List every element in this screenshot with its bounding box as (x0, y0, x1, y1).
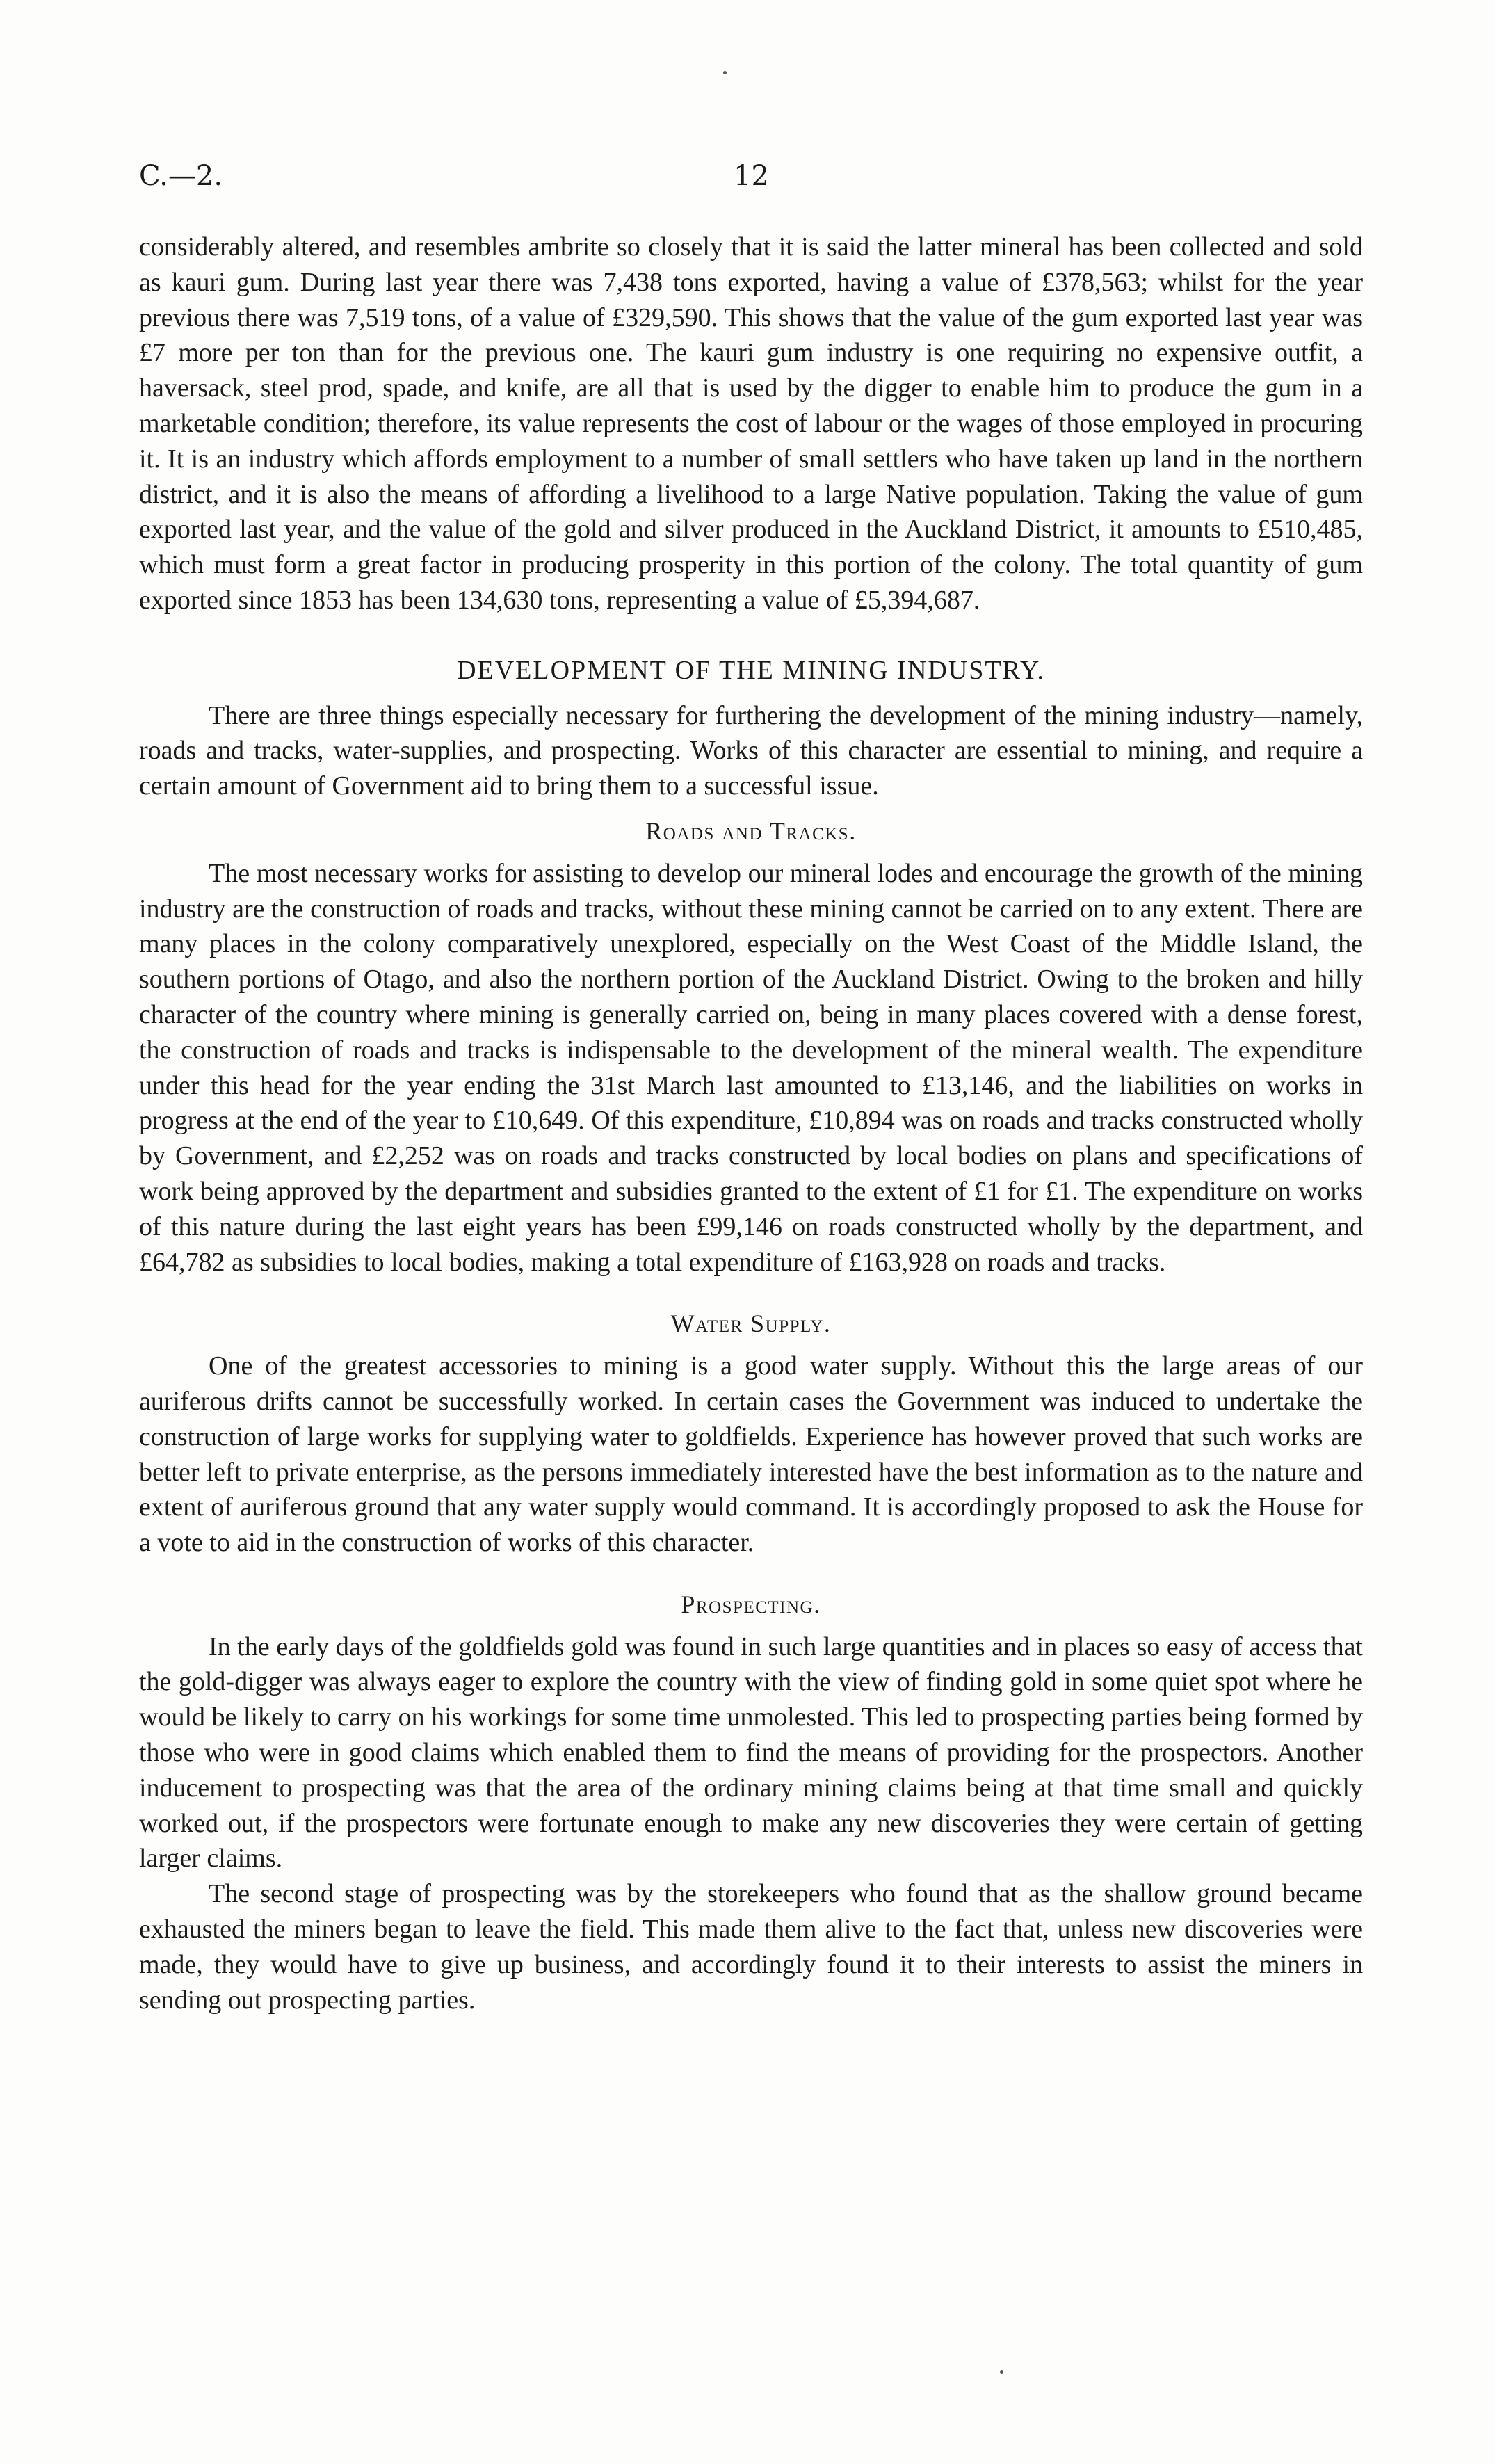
page-number: 12 (734, 160, 769, 192)
section-title-development: DEVELOPMENT OF THE MINING INDUSTRY. (457, 655, 1045, 685)
paragraph-roads-and-tracks: The most necessary works for assisting to develop our mineral lodes and encourage the growth of the mining industry are the construction of roads and tracks, without these mining cannot be carried on to any extent. There are many places in the colony comparatively unexplored, especially on the West Coast of the Middle Island, the southern portions of Otago, and also the northern portion of the Auckland District. Owing to the broken and hilly character of the country where mining is generally carried on, being in many places covered with a dense forest, the construction of roads and tracks is indispensable to the development of the mineral wealth. The expenditure under this head for the year ending the 31st March last amounted to £13,146, and the liabilities on works in progress at the end of the year to £10,649. Of this expenditure, £10,894 was on roads and tracks constructed wholly by Government, and £2,252 was on roads and tracks constructed by local bodies on plans and specifications of work being approved by the department and subsidies granted to the extent of £1 for £1. The expenditure on works of this nature during the last eight years has been £99,146 on roads constructed wholly by the department, and £64,782 as subsidies to local bodies, making a total expenditure of £163,928 on roads and tracks. (139, 858, 1363, 1277)
document-reference: C.—2. (139, 160, 223, 192)
paragraph-prospecting-early: In the early days of the goldfields gold was found in such large quantities and in places so easy of access that the gold-digger was always eager to explore the country with the view of finding gold in some quiet spot where he would be likely to carry on his workings for some time unmolested. This led to prospecting parties being formed by those who were in good claims which enabled them to find the means of providing for the prospectors. Another inducement to prospecting was that the area of the ordinary mining claims being at that time small and quickly worked out, if the prospectors were fortunate enough to make any new discoveries they were certain of getting larger claims. (139, 1632, 1363, 1874)
heading-roads-and-tracks: Roads and Tracks. (645, 816, 857, 845)
heading-water-supply: Water Supply. (670, 1310, 832, 1338)
paragraph-development-intro: There are three things especially necessary for furthering the development of the mining industry—namely, roads and tracks, water-supplies, and prospecting. Works of this character are essential to mining, and require a certain amount of Government aid to bring them to a successful issue. (139, 700, 1363, 801)
print-speck (1000, 2370, 1003, 2374)
page-body (139, 230, 1363, 2018)
paragraph-kauri-gum: considerably altered, and resembles ambrite so closely that it is said the latter mineral has been collected and sold as kauri gum. During last year there was 7,438 tons exported, having a value of £378,563; whilst for the year previous there was 7,519 tons, of a value of £329,590. This shows that the value of the gum exported last year was £7 more per ton than for the previous one. The kauri gum industry is one requiring no expensive outfit, a haversack, steel prod, spade, and knife, are all that is used by the digger to enable him to produce the gum in a marketable condition; therefore, its value represents the cost of labour or the wages of those employed in procuring it. It is an industry which affords employment to a number of small settlers who have taken up land in the northern district, and it is also the means of affording a livelihood to a large Native population. Taking the value of gum exported last year, and the value of the gold and silver produced in the Auckland District, it amounts to £510,485, which must form a great factor in producing prosperity in this portion of the colony. The total quantity of gum exported since 1853 has been 134,630 tons, representing a value of £5,394,687. (139, 232, 1363, 615)
paragraph-prospecting-second-stage: The second stage of prospecting was by the storekeepers who found that as the shallow ground became exhausted the miners began to leave the field. This made them alive to the fact that, unless new discoveries were made, they would have to give up business, and accordingly found it to their interests to assist the miners in sending out prospecting parties. (139, 1879, 1363, 2015)
print-speck (723, 71, 727, 74)
heading-prospecting: Prospecting. (681, 1590, 821, 1618)
paragraph-water-supply: One of the greatest accessories to mining is a good water supply. Without this the large areas of our auriferous drifts cannot be successfully worked. In certain cases the Government was induced to undertake the construction of large works for supplying water to goldfields. Experience has however proved that such works are better left to private enterprise, as the persons immediately interested have the best information as to the nature and extent of auriferous ground that any water supply would command. It is accordingly proposed to ask the House for a vote to aid in the construction of works of this character. (139, 1351, 1363, 1558)
page-header (139, 160, 1363, 202)
